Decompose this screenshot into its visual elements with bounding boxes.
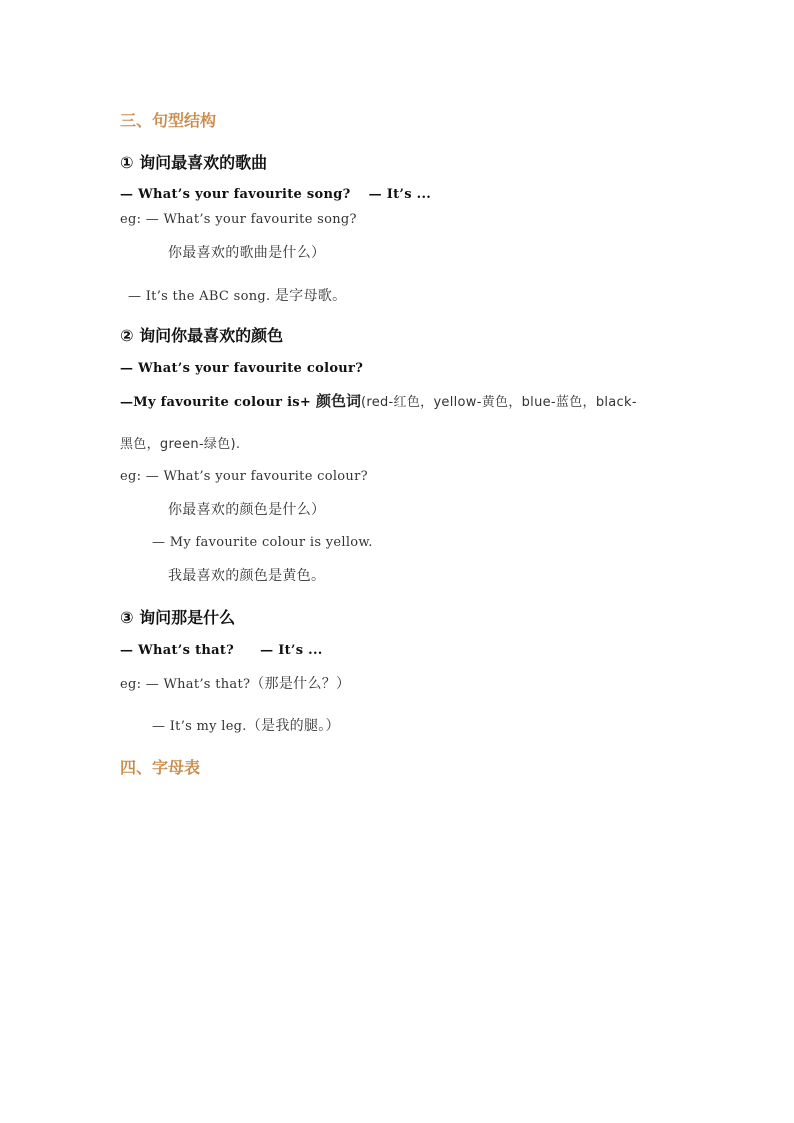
q1-pattern-answer: — It’s ... <box>368 187 432 202</box>
q1-example: eg: — What’s your favourite song? <box>120 212 357 227</box>
q1-pattern-question: — What’s your favourite song? <box>120 187 351 202</box>
q3-pattern <box>120 643 323 658</box>
q2-pattern-answer <box>120 390 637 411</box>
section-4-title: 四、字母表 <box>120 758 201 777</box>
q1-answer-en: — It’s the ABC song. <box>128 289 271 304</box>
q2-heading: ② 询问你最喜欢的颜色 <box>120 326 284 345</box>
q2-pattern-answer-en: —My favourite colour is+ <box>120 395 316 410</box>
q1-answer <box>128 285 346 305</box>
q1-answer-zh: 是字母歌。 <box>274 288 347 304</box>
q1-pattern <box>120 187 431 202</box>
q2-example-translation: 你最喜欢的颜色是什么） <box>168 502 326 518</box>
q2-color-word-label: 颜色词 <box>315 392 361 410</box>
q3-pattern-question: — What’s that? <box>120 643 235 658</box>
q3-pattern-answer: — It’s ... <box>260 643 323 658</box>
q1-example-translation: 你最喜欢的歌曲是什么） <box>168 245 326 261</box>
q3-answer-zh: （是我的腿。） <box>246 718 340 734</box>
q3-example <box>120 673 350 693</box>
q2-example: eg: — What’s your favourite colour? <box>120 469 368 484</box>
q1-heading: ① 询问最喜欢的歌曲 <box>120 153 268 172</box>
q3-example-zh: （那是什么？） <box>250 676 351 692</box>
q3-answer <box>152 715 340 735</box>
q3-heading: ③ 询问那是什么 <box>120 608 236 627</box>
q2-color-list-1: (red-红色，yellow-黄色，blue-蓝色，black- <box>360 395 637 410</box>
q2-answer: — My favourite colour is yellow. <box>152 535 373 550</box>
q2-answer-translation: 我最喜欢的颜色是黄色。 <box>168 568 326 584</box>
q2-color-list-2: 黑色，green-绿色). <box>120 437 241 452</box>
q3-answer-en: — It’s my leg. <box>152 719 247 734</box>
q3-example-en: eg: — What’s that? <box>120 677 251 692</box>
q2-pattern-question: — What’s your favourite colour? <box>120 361 364 376</box>
section-3-title: 三、句型结构 <box>120 111 217 130</box>
